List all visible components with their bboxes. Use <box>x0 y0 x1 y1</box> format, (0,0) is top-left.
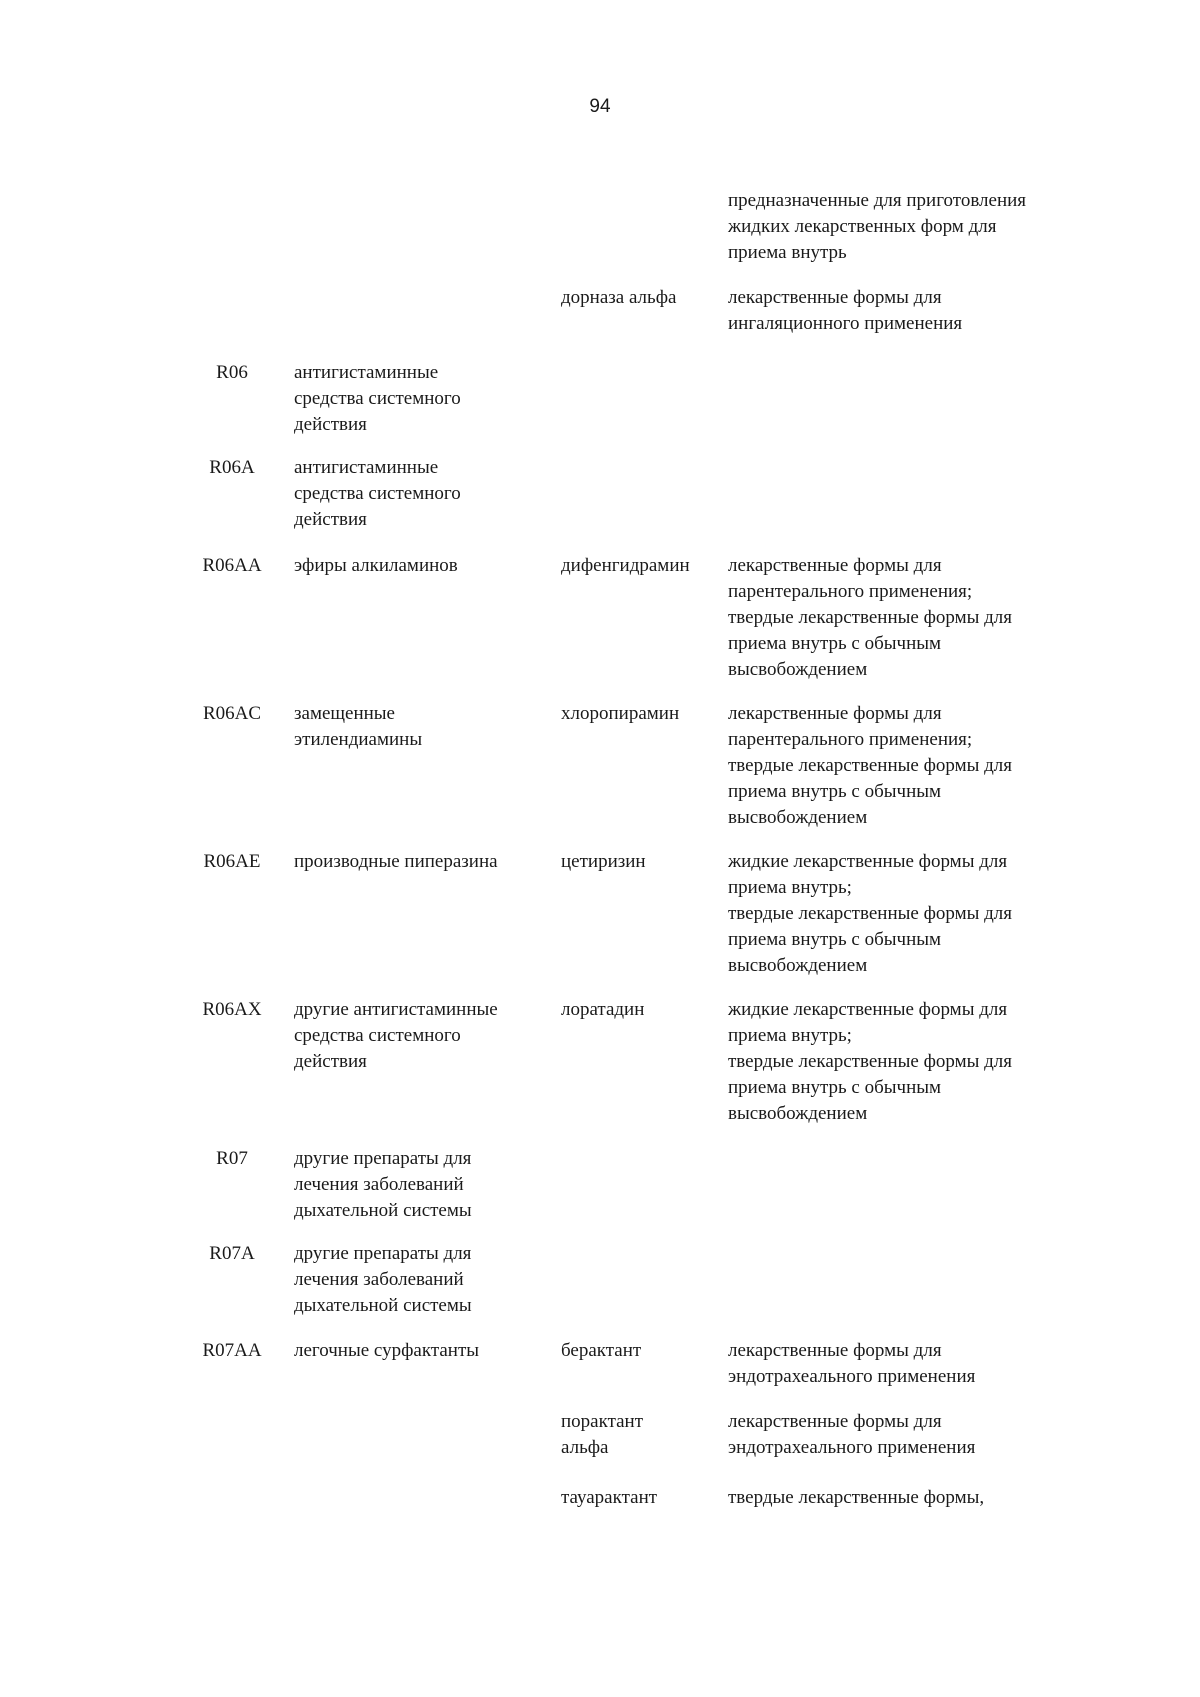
dosage-forms <box>728 701 1168 831</box>
dosage-forms-line: высвобождением <box>728 1103 868 1124</box>
atc-code: R06AX <box>202 999 262 1020</box>
anatomic-therapeutic-group-line: лечения заболеваний <box>294 1174 464 1195</box>
anatomic-therapeutic-group-line: легочные сурфактанты <box>294 1340 480 1361</box>
dosage-forms-line: приема внутрь с обычным <box>728 781 942 802</box>
anatomic-therapeutic-group-line: действия <box>294 414 367 435</box>
dosage-forms-line: ингаляционного применения <box>728 313 963 334</box>
page-number: 94 <box>589 96 611 117</box>
drug-name-line: альфа <box>561 1437 609 1458</box>
atc-code: R07 <box>216 1148 248 1169</box>
dosage-forms-line: твердые лекарственные формы для <box>728 1051 1013 1072</box>
drug-name-line: дифенгидрамин <box>561 555 690 576</box>
drug-name-line: лоратадин <box>561 999 645 1020</box>
drug-name <box>561 285 721 311</box>
drug-name-line: берактант <box>561 1340 642 1361</box>
dosage-forms-line: парентерального применения; <box>728 581 973 602</box>
anatomic-therapeutic-group-line: средства системного <box>294 388 461 409</box>
dosage-forms-line: высвобождением <box>728 955 868 976</box>
dosage-forms <box>728 285 1168 337</box>
dosage-forms <box>728 1338 1168 1390</box>
dosage-forms-line: приема внутрь с обычным <box>728 633 942 654</box>
dosage-forms <box>728 849 1168 979</box>
atc-code: R06A <box>209 457 255 478</box>
anatomic-therapeutic-group <box>294 1146 544 1224</box>
anatomic-therapeutic-group <box>294 1338 544 1364</box>
drug-name <box>561 553 721 579</box>
anatomic-therapeutic-group <box>294 997 544 1075</box>
drug-name-line: хлоропирамин <box>561 703 680 724</box>
atc-code: R06AA <box>202 555 262 576</box>
dosage-forms-line: лекарственные формы для <box>728 287 942 308</box>
dosage-forms-line: приема внутрь; <box>728 877 852 898</box>
dosage-forms-line: твердые лекарственные формы для <box>728 607 1013 628</box>
dosage-forms <box>728 997 1168 1127</box>
dosage-forms-line: парентерального применения; <box>728 729 973 750</box>
drug-name <box>561 849 721 875</box>
dosage-forms-line: лекарственные формы для <box>728 1340 942 1361</box>
drug-name <box>561 997 721 1023</box>
drug-name-line: дорназа альфа <box>561 287 677 308</box>
dosage-forms-line: приема внутрь <box>728 242 847 263</box>
anatomic-therapeutic-group-line: эфиры алкиламинов <box>294 555 458 576</box>
atc-code: R07AA <box>202 1340 262 1361</box>
drug-name-line: цетиризин <box>561 851 646 872</box>
anatomic-therapeutic-group-line: антигистаминные <box>294 457 439 478</box>
anatomic-therapeutic-group-line: средства системного <box>294 1025 461 1046</box>
dosage-forms <box>728 553 1168 683</box>
anatomic-therapeutic-group-line: другие препараты для <box>294 1243 472 1264</box>
atc-code: R06AE <box>203 851 261 872</box>
dosage-forms-line: приема внутрь с обычным <box>728 1077 942 1098</box>
drug-name <box>561 1485 721 1511</box>
dosage-forms-line: жидкие лекарственные формы для <box>728 999 1008 1020</box>
anatomic-therapeutic-group-line: производные пиперазина <box>294 851 498 872</box>
dosage-forms <box>728 188 1168 266</box>
anatomic-therapeutic-group-line: действия <box>294 1051 367 1072</box>
anatomic-therapeutic-group-line: средства системного <box>294 483 461 504</box>
dosage-forms-line: высвобождением <box>728 807 868 828</box>
anatomic-therapeutic-group-line: лечения заболеваний <box>294 1269 464 1290</box>
dosage-forms <box>728 1485 1168 1511</box>
dosage-forms-line: твердые лекарственные формы для <box>728 903 1013 924</box>
anatomic-therapeutic-group-line: замещенные <box>294 703 395 724</box>
dosage-forms-line: эндотрахеального применения <box>728 1437 976 1458</box>
dosage-forms-line: предназначенные для приготовления <box>728 190 1027 211</box>
dosage-forms-line: жидких лекарственных форм для <box>728 216 997 237</box>
dosage-forms-line: лекарственные формы для <box>728 555 942 576</box>
dosage-forms-line: приема внутрь; <box>728 1025 852 1046</box>
anatomic-therapeutic-group-line: антигистаминные <box>294 362 439 383</box>
anatomic-therapeutic-group-line: дыхательной системы <box>294 1295 472 1316</box>
atc-code: R06AC <box>202 703 262 724</box>
dosage-forms-line: твердые лекарственные формы для <box>728 755 1013 776</box>
atc-code: R06 <box>216 362 248 383</box>
anatomic-therapeutic-group <box>294 553 544 579</box>
anatomic-therapeutic-group-line: этилендиамины <box>294 729 423 750</box>
dosage-forms-line: жидкие лекарственные формы для <box>728 851 1008 872</box>
dosage-forms <box>728 1409 1168 1461</box>
drug-name-line: тауарактант <box>561 1487 658 1508</box>
anatomic-therapeutic-group-line: другие антигистаминные <box>294 999 498 1020</box>
dosage-forms-line: лекарственные формы для <box>728 703 942 724</box>
dosage-forms-line: эндотрахеального применения <box>728 1366 976 1387</box>
anatomic-therapeutic-group-line: действия <box>294 509 367 530</box>
dosage-forms-line: приема внутрь с обычным <box>728 929 942 950</box>
anatomic-therapeutic-group <box>294 701 544 753</box>
atc-code: R07A <box>209 1243 255 1264</box>
drug-name <box>561 701 721 727</box>
dosage-forms-line: твердые лекарственные формы, <box>728 1487 985 1508</box>
anatomic-therapeutic-group <box>294 1241 544 1319</box>
drug-name <box>561 1409 721 1461</box>
dosage-forms-line: лекарственные формы для <box>728 1411 942 1432</box>
dosage-forms-line: высвобождением <box>728 659 868 680</box>
anatomic-therapeutic-group-line: другие препараты для <box>294 1148 472 1169</box>
anatomic-therapeutic-group-line: дыхательной системы <box>294 1200 472 1221</box>
anatomic-therapeutic-group <box>294 360 544 438</box>
drug-name <box>561 1338 721 1364</box>
drug-name-line: порактант <box>561 1411 644 1432</box>
anatomic-therapeutic-group <box>294 849 544 875</box>
anatomic-therapeutic-group <box>294 455 544 533</box>
